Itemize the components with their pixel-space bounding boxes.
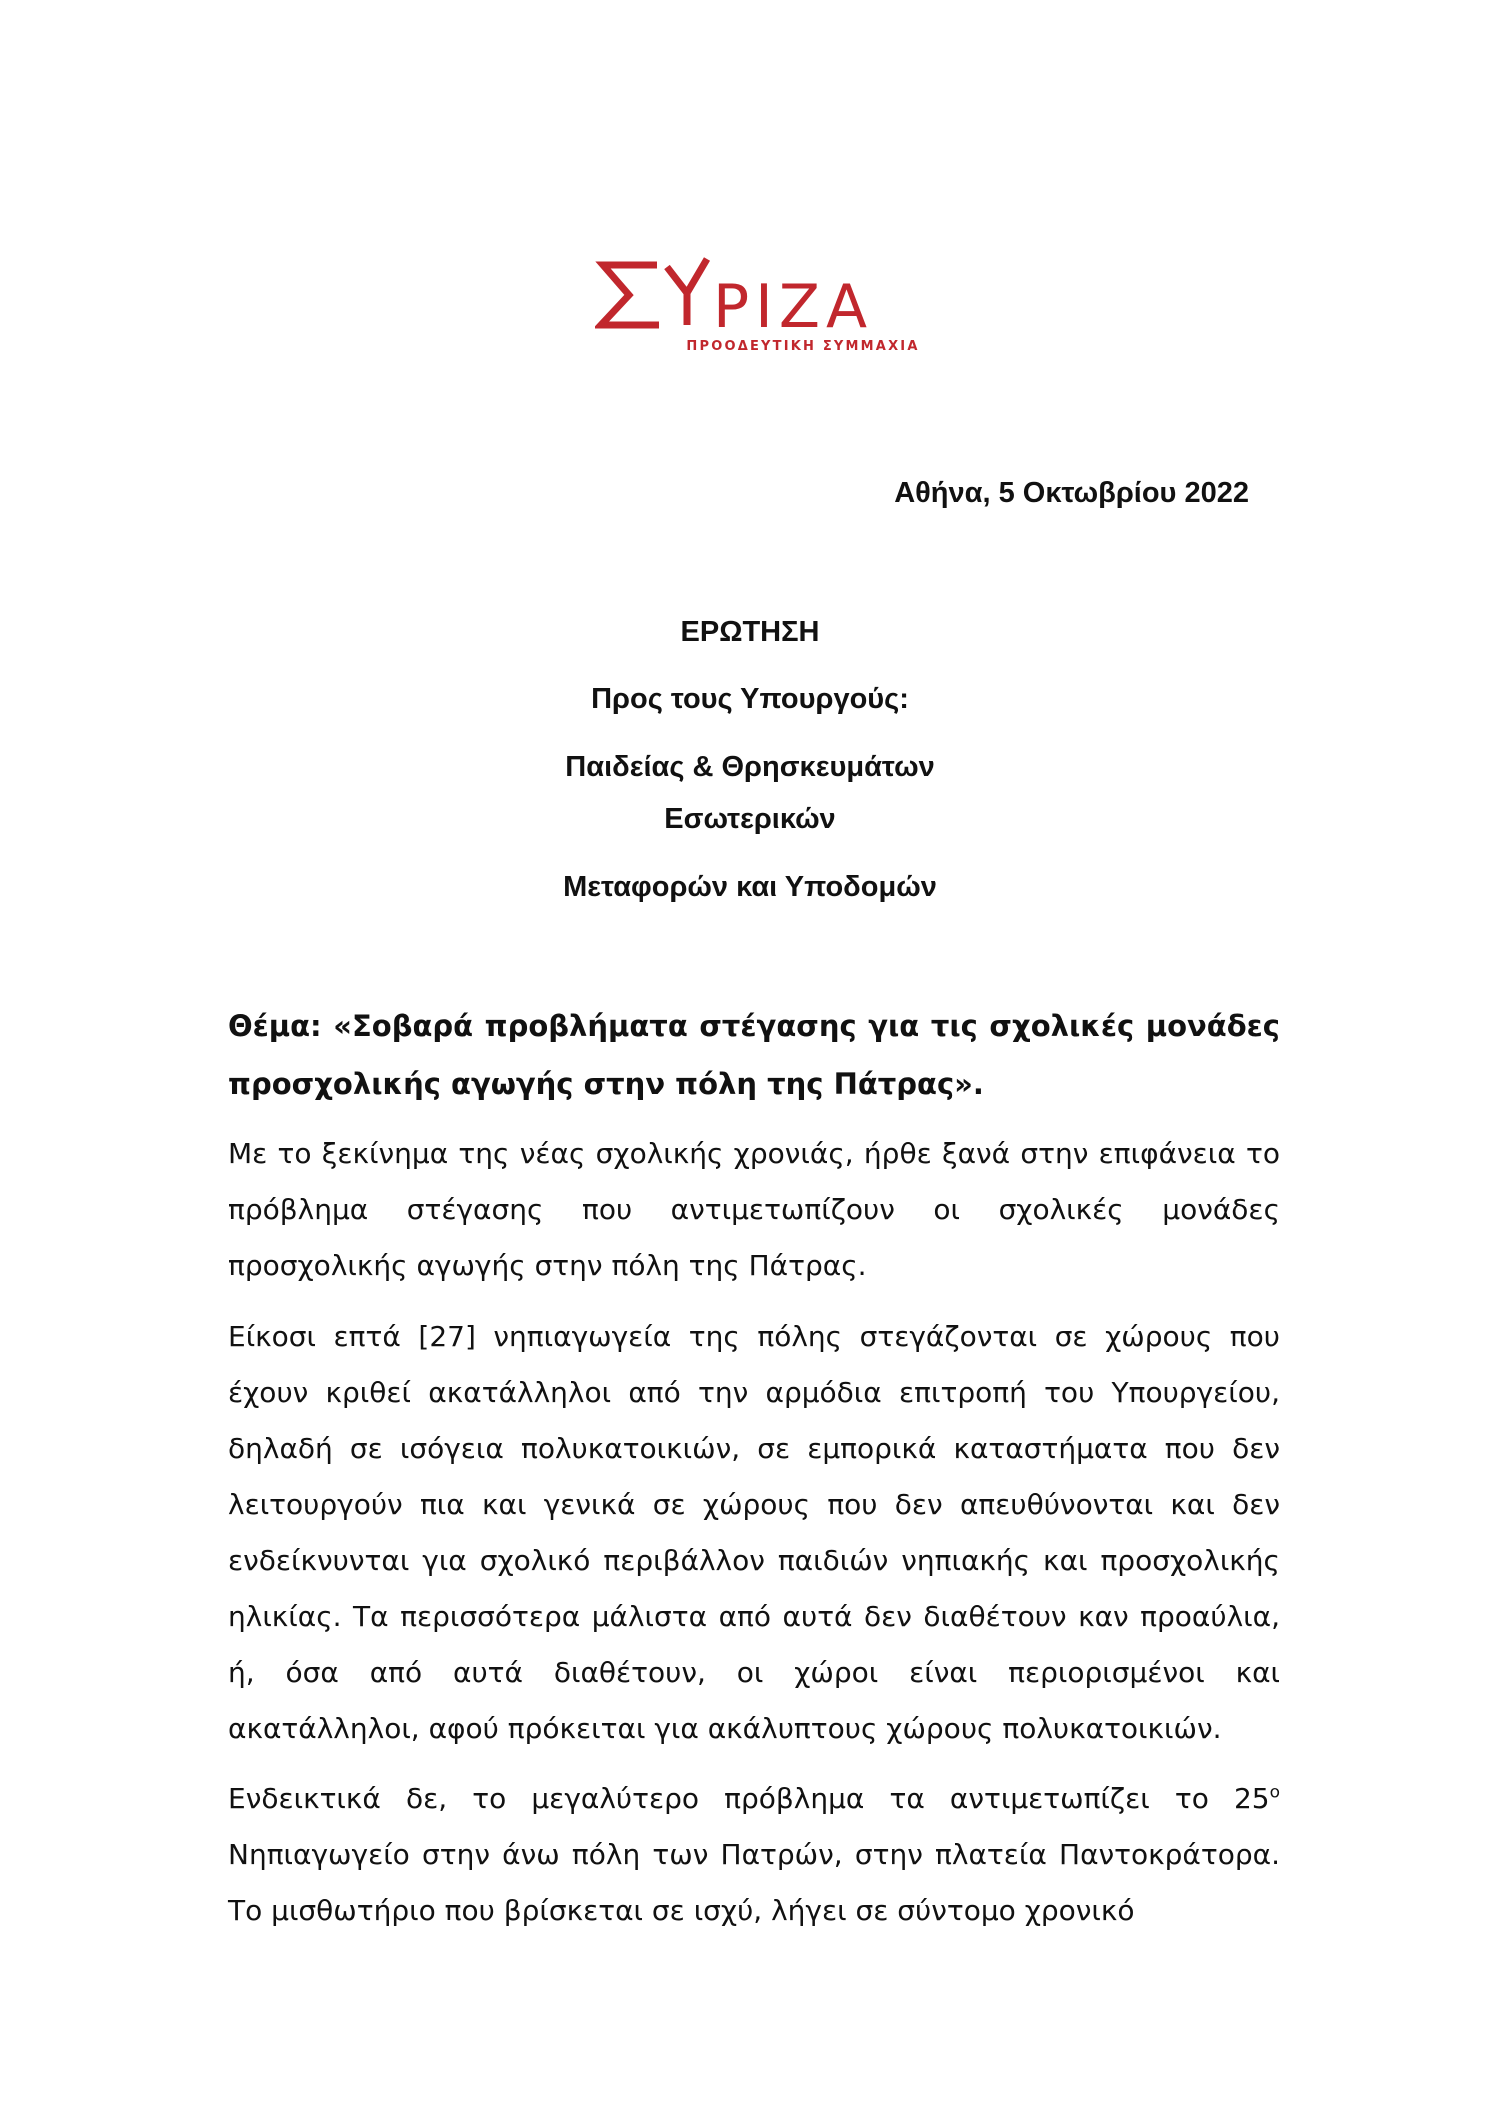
- document-title: ΕΡΩΤΗΣΗ: [680, 616, 820, 648]
- ordinal-superscript: ο: [1269, 1782, 1280, 1803]
- ministry-transport: Μεταφορών και Υποδομών: [563, 871, 937, 903]
- recipients-label: Προς τους Υπουργούς:: [591, 683, 909, 715]
- ministry-education: Παιδείας & Θρησκευμάτων: [565, 751, 935, 783]
- logo-wordmark: ΡΙΖΑ: [713, 272, 874, 342]
- party-logo: [595, 253, 1005, 363]
- ministry-interior: Εσωτερικών: [664, 803, 836, 835]
- document-date: Αθήνα, 5 Οκτωβρίου 2022: [894, 477, 1249, 509]
- paragraph-text: Με το ξεκίνημα της νέας σχολικής χρονιάς, ήρθε ξανά στην επιφάνεια το πρόβλημα στέγασης που αντιμετωπίζουν οι σχολικές μονάδες προσχολικής αγωγής στην πόλη της Πάτρας.: [228, 1137, 1280, 1282]
- paragraph-1: [228, 1126, 1280, 1294]
- paragraph-3-rest: Νηπιαγωγείο στην άνω πόλη των Πατρών, στην πλατεία Παντοκράτορα. Το μισθωτήριο που βρίσκεται σε ισχύ, λήγει σε σύντομο χρονικό: [228, 1838, 1280, 1927]
- paragraph-3: [228, 1771, 1280, 1939]
- logo-subtitle: ΠΡΟΟΔΕΥΤΙΚΗ ΣΥΜΜΑΧΙΑ: [686, 339, 920, 354]
- subject-line: Θέμα: «Σοβαρά προβλήματα στέγασης για τις σχολικές μονάδες προσχολικής αγωγής στην πόλη της Πάτρας».: [228, 1009, 1280, 1101]
- paragraph-text: Είκοσι επτά [27] νηπιαγωγεία της πόλης στεγάζονται σε χώρους που έχουν κριθεί ακατάλληλοι από την αρμόδια επιτροπή του Υπουργείου, δηλαδή σε ισόγεια πολυκατοικιών, σε εμπορικά καταστήματα που δεν λειτουργούν πια και γενικά σε χώρους που δεν απευθύνονται και δεν ενδείκνυνται για σχολικό περιβάλλον παιδιών νηπιακής και προσχολικής ηλικίας. Τα περισσότερα μάλιστα από αυτά δεν διαθέτουν καν προαύλια, ή, όσα από αυτά διαθέτουν, οι χώροι είναι περιορισμένοι και ακατάλληλοι, αφού πρόκειται για ακάλυπτους χώρους πολυκατοικιών.: [228, 1320, 1280, 1745]
- paragraph-2: [228, 1309, 1280, 1757]
- paragraph-text: [228, 1771, 1280, 1939]
- paragraph-3-start: Ενδεικτικά δε, το μεγαλύτερο πρόβλημα τα αντιμετωπίζει το 25: [228, 1782, 1270, 1815]
